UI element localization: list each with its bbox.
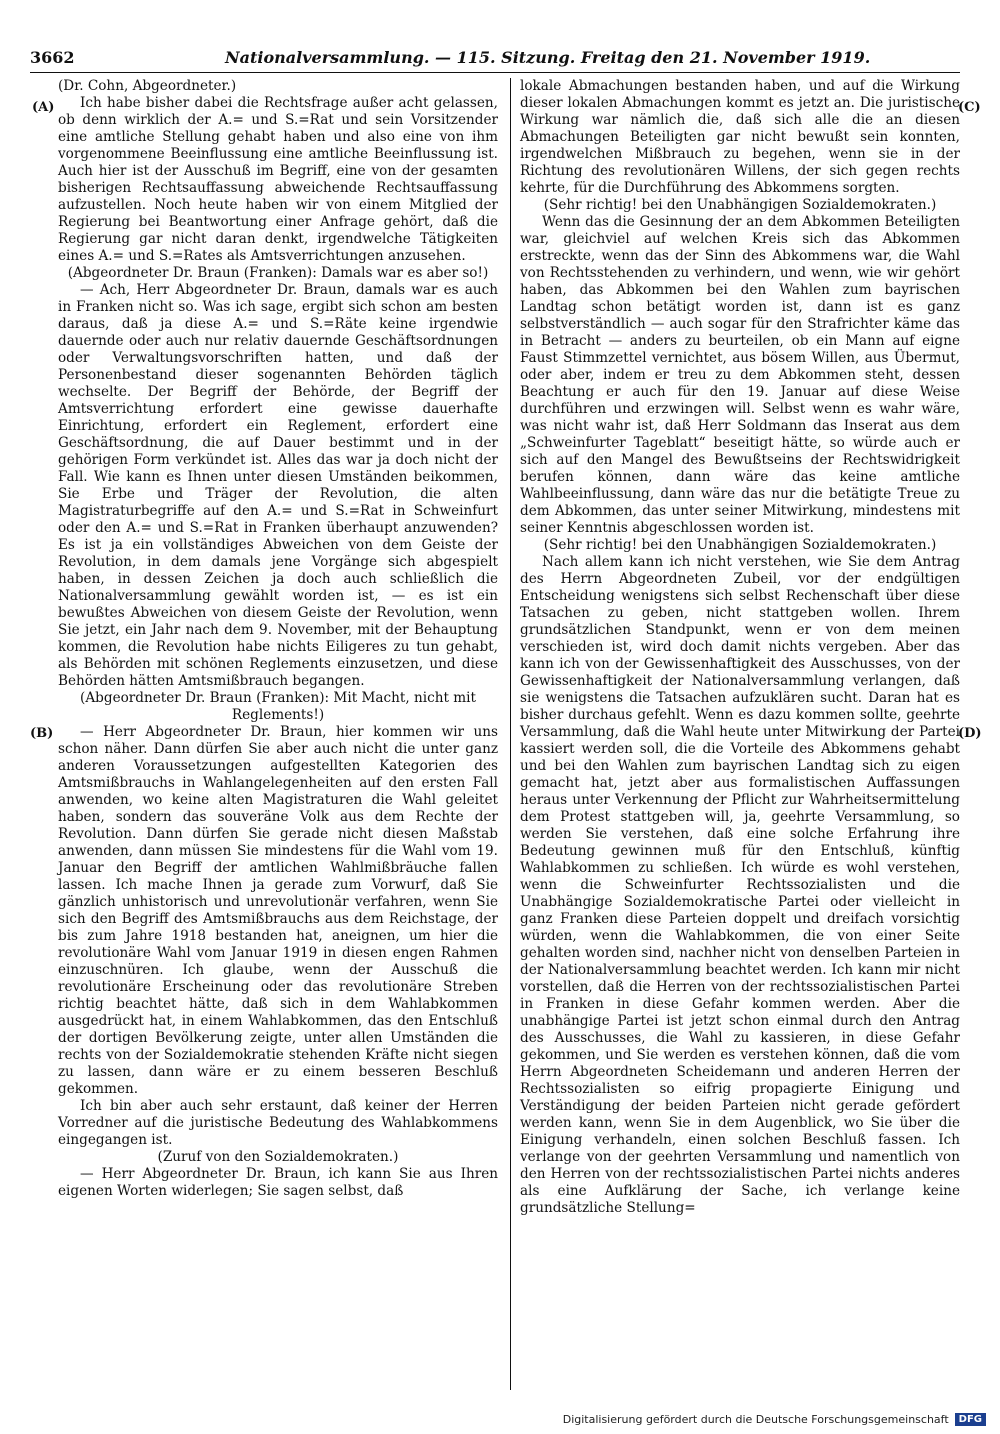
page-number: 3662 [30,48,75,67]
margin-mark-b: (B) [30,726,54,741]
right-column [520,78,960,1217]
interjection: (Sehr richtig! bei den Unabhängigen Sozialdemokraten.) [543,537,937,553]
dfg-logo: DFG [955,1413,986,1426]
margin-mark-d: (D) [958,726,982,741]
paragraph: — Herr Abgeordneter Dr. Braun, hier kommen wir uns schon näher. Dann dürfen Sie aber auch nicht die unter ganz anderen Voraussetzungen aufgestellten Kategorien des Amtsmißbrauchs in Wahlangelegenheiten auf den ersten Fall anwenden, wo keine alten Magistraturen die Wahl geleitet haben, sondern das souveräne Volk aus dem Rechte der Revolution. Dann dürfen Sie gerade nicht diesen Maßstab anwenden, dann müssen Sie mindestens für die Wahl vom 19. Januar den Begriff der amtlichen Wahlmißbräuche fallen lassen. Ich mache Ihnen ja gerade zum Vorwurf, daß Sie gänzlich unhistorisch und unrevolutionär verfahren, wenn Sie sich den Begriff des Amtsmißbrauchs aus dem Reichstage, der bis zum Jahre 1918 bestanden hat, aneignen, um hier die revolutionäre Wahl vom Januar 1919 in diesen engen Rahmen einzuschnüren. Ich glaube, wenn der Ausschuß die revolutionäre Erscheinung oder das revolutionäre Streben richtig beachtet hätte, daß sich in dem Wahlabkommen ausgedrückt hat, in einem Wahlabkommen, das den Entschluß der dortigen Bevölkerung zeigte, unter allen Umständen die rechts von der Sozialdemokratie stehenden Kräfte nicht siegen zu lassen, dann wäre er zu einem besseren Beschluß gekommen. [58,724,498,1097]
interjection: (Zuruf von den Sozialdemokraten.) [157,1149,399,1165]
paragraph: Nach allem kann ich nicht verstehen, wie Sie dem Antrag des Herrn Abgeordneten Zubeil, vor der endgültigen Entscheidung wenigstens sich selbst Rechenschaft über diese Tatsachen zu geben, nicht stattgeben wollen. Ihrem grundsätzlichen Standpunkt, wenn er von dem meinen verschieden ist, wird doch damit nichts vergeben. Aber das kann ich von der Gewissenhaftigkeit des Ausschusses, von der Gewissenhaftigkeit der Nationalversammlung verlangen, daß sie wenigstens die Tatsachen aufzuklären sucht. Daran hat es bisher durchaus gefehlt. Wenn es dazu kommen sollte, geehrte Versammlung, daß die Wahl heute unter Mitwirkung der Partei kassiert werden soll, die die Vorteile des Abkommens gehabt und bei den Wahlen zum bayrischen Landtag sich zu eigen gemacht hat, jetzt aber aus formalistischen Auffassungen heraus unter Verkennung der Pflicht zur Wahrheitsermittelung dem Protest stattgeben will, ja, geehrte Versammlung, so werden Sie verstehen, daß eine solche Erfahrung ihre Bedeutung gewinnen muß für den Entschluß, künftig Wahlabkommen zu schließen. Ich würde es wohl verstehen, wenn die Schweinfurter Rechtssozialisten und die Unabhängige Sozialdemokratische Partei oder vielleicht in ganz Franken diese Parteien doppelt und dreifach vorsichtig würden, wenn die Wahlabkommen, die von einer Seite gehalten worden sind, nachher nicht von denselben Parteien in der Nationalversammlung beachtet werden. Ich kann mir nicht vorstellen, daß die Herren von der rechtssozialistischen Partei in Franken in diese Gefahr kommen werden. Aber die unabhängige Partei ist jetzt schon einmal durch den Antrag des Ausschusses, die Wahl zu kassieren, in diese Gefahr gekommen, und Sie werden es verstehen können, daß die vom Herrn Abgeordneten Scheidemann und anderen Herren der Rechtssozialisten so eifrig propagierte Einigung und Verständigung der beiden Parteien nicht gerade gefördert werden kann, wenn Sie in dem Augenblick, wo Sie über die Einigung verhandeln, einen solchen Beschluß fassen. Ich verlange von der geehrten Versammlung und namentlich von den Herren von der rechtssozialistischen Partei nichts anderes als eine Aufklärung der Sache, ich verlange keine grundsätzliche Stellung= [520,554,960,1216]
paragraph: Ich bin aber auch sehr erstaunt, daß keiner der Herren Vorredner auf die juristische Bedeutung des Wahlabkommens eingegangen ist. [58,1098,498,1148]
margin-mark-c: (C) [958,100,981,115]
margin-mark-a: (A) [32,100,55,115]
page-header [30,44,960,73]
running-title: Nationalversammlung. — 115. Sitzung. Freitag den 21. November 1919. [225,48,871,67]
interjection: (Abgeordneter Dr. Braun (Franken): Damals war es aber so!) [67,265,489,281]
paragraph: — Ach, Herr Abgeordneter Dr. Braun, damals war es auch in Franken nicht so. Was ich sage, ergibt sich schon am besten daraus, daß ja diese A.= und S.=Räte keine irgendwie dauernde oder auch nur relativ dauernde Geschäftsordnungen oder Verwaltungsvorschriften hatten, und daß der Personenbestand dieser sogenannten Behörden täglich wechselte. Der Begriff der Behörde, der Begriff der Amtsverrichtung erfordert eine gewisse dauerhafte Einrichtung, erfordert ein Reglement, erfordert eine Geschäftsordnung, die auf Dauer bestimmt und in der gehörigen Form verkündet ist. Alles das war ja doch nicht der Fall. Wie kann es Ihnen unter diesen Umständen beikommen, Sie Erbe und Träger der Revolution, die alten Magistraturbegriffe auf den A.= und S.=Rat in Schweinfurt oder den A.= und S.=Rat in Franken überhaupt anzuwenden? Es ist ja ein vollständiges Abweichen von dem Geiste der Revolution, in dem damals jene Vorgänge sich abgespielt haben, in dessen Zeichen ja doch auch schließlich die Nationalversammlung gewählt worden ist, — es ist ein bewußtes Abweichen von diesem Geiste der Revolution, wenn Sie jetzt, ein Jahr nach dem 9. November, mit der Behauptung kommen, die Revolution habe nichts Eiligeres zu tun gehabt, als Behörden mit schönen Reglements einzusetzen, und diese Behörden hätten Amtsmißbrauch begangen. [58,282,498,689]
column-divider [510,78,511,1390]
interjection: (Sehr richtig! bei den Unabhängigen Sozialdemokraten.) [543,197,937,213]
paragraph: Wenn das die Gesinnung der an dem Abkommen Beteiligten war, gleichviel auf welchen Kreis sich das Abkommen erstreckte, wenn das der Sinn des Abkommens war, die Wahl von Rechtsstehenden zu verhindern, und wenn, wie wir gehört haben, das Abkommen bei den Wahlen zum bayrischen Landtag schon betätigt worden ist, dann ist es ganz selbstverständlich — auch sogar für den Strafrichter käme das in Betracht — anders zu beurteilen, ob ein Mann auf eigne Faust Stimmzettel vernichtet, aus bösem Willen, aus Übermut, oder aber, indem er treu zu dem Abkommen steht, dessen Beachtung er auch für den 19. Januar auf diese Weise durchführen und erzwingen will. Selbst wenn es wahr wäre, was nicht wahr ist, daß Herr Soldmann das Inserat aus dem „Schweinfurter Tageblatt“ beseitigt hätte, so würde auch er sich auf den Mangel des Bewußtseins der Rechtswidrigkeit berufen können, dann wäre das keine amtliche Wahlbeeinflussung, dann wäre das nur die betätigte Treue zu dem Abkommen, das unter seiner Mitwirkung, mindestens mit seiner Kenntnis abgeschlossen worden ist. [520,214,960,536]
interjection: (Abgeordneter Dr. Braun (Franken): Mit Macht, nicht mit Reglements!) [80,690,476,723]
footer-text: Digitalisierung gefördert durch die Deutsche Forschungsgemeinschaft [562,1413,949,1426]
paragraph: — Herr Abgeordneter Dr. Braun, ich kann Sie aus Ihren eigenen Worten widerlegen; Sie sagen selbst, daß [58,1166,498,1199]
paragraph: Ich habe bisher dabei die Rechtsfrage außer acht gelassen, ob denn wirklich der A.= und S.=Rat und sein Vorsitzender eine amtliche Stellung gehabt haben und also eine von ihm vorgenommene Beeinflussung eine amtliche Beeinflussung ist. Auch hier ist der Ausschuß im Begriff, eine von der gesamten bisherigen Rechtsauffassung abweichende Rechtsauffassung aufzustellen. Noch heute haben wir von einem Mitglied der Regierung bei Beantwortung einer Anfrage gehört, daß die Regierung gar nicht daran denkt, irgendwelche Tätigkeiten eines A.= und S.=Rates als Amtsverrichtungen anzusehen. [58,95,498,264]
footer-credit [563,1413,986,1426]
paragraph: lokale Abmachungen bestanden haben, und auf die Wirkung dieser lokalen Abmachungen kommt es jetzt an. Die juristische Wirkung war nämlich die, daß sich alle die an diesen Abmachungen Beteiligten gar nicht bewußt sein konnten, irgendwelchen Mißbrauch zu begehen, wenn sie in der Richtung des revolutionären Willens, der sich gegen rechts kehrte, für die Durchführung des Abkommens sorgten. [520,78,960,196]
left-column [58,78,498,1200]
speaker-label: (Dr. Cohn, Abgeordneter.) [58,78,237,94]
